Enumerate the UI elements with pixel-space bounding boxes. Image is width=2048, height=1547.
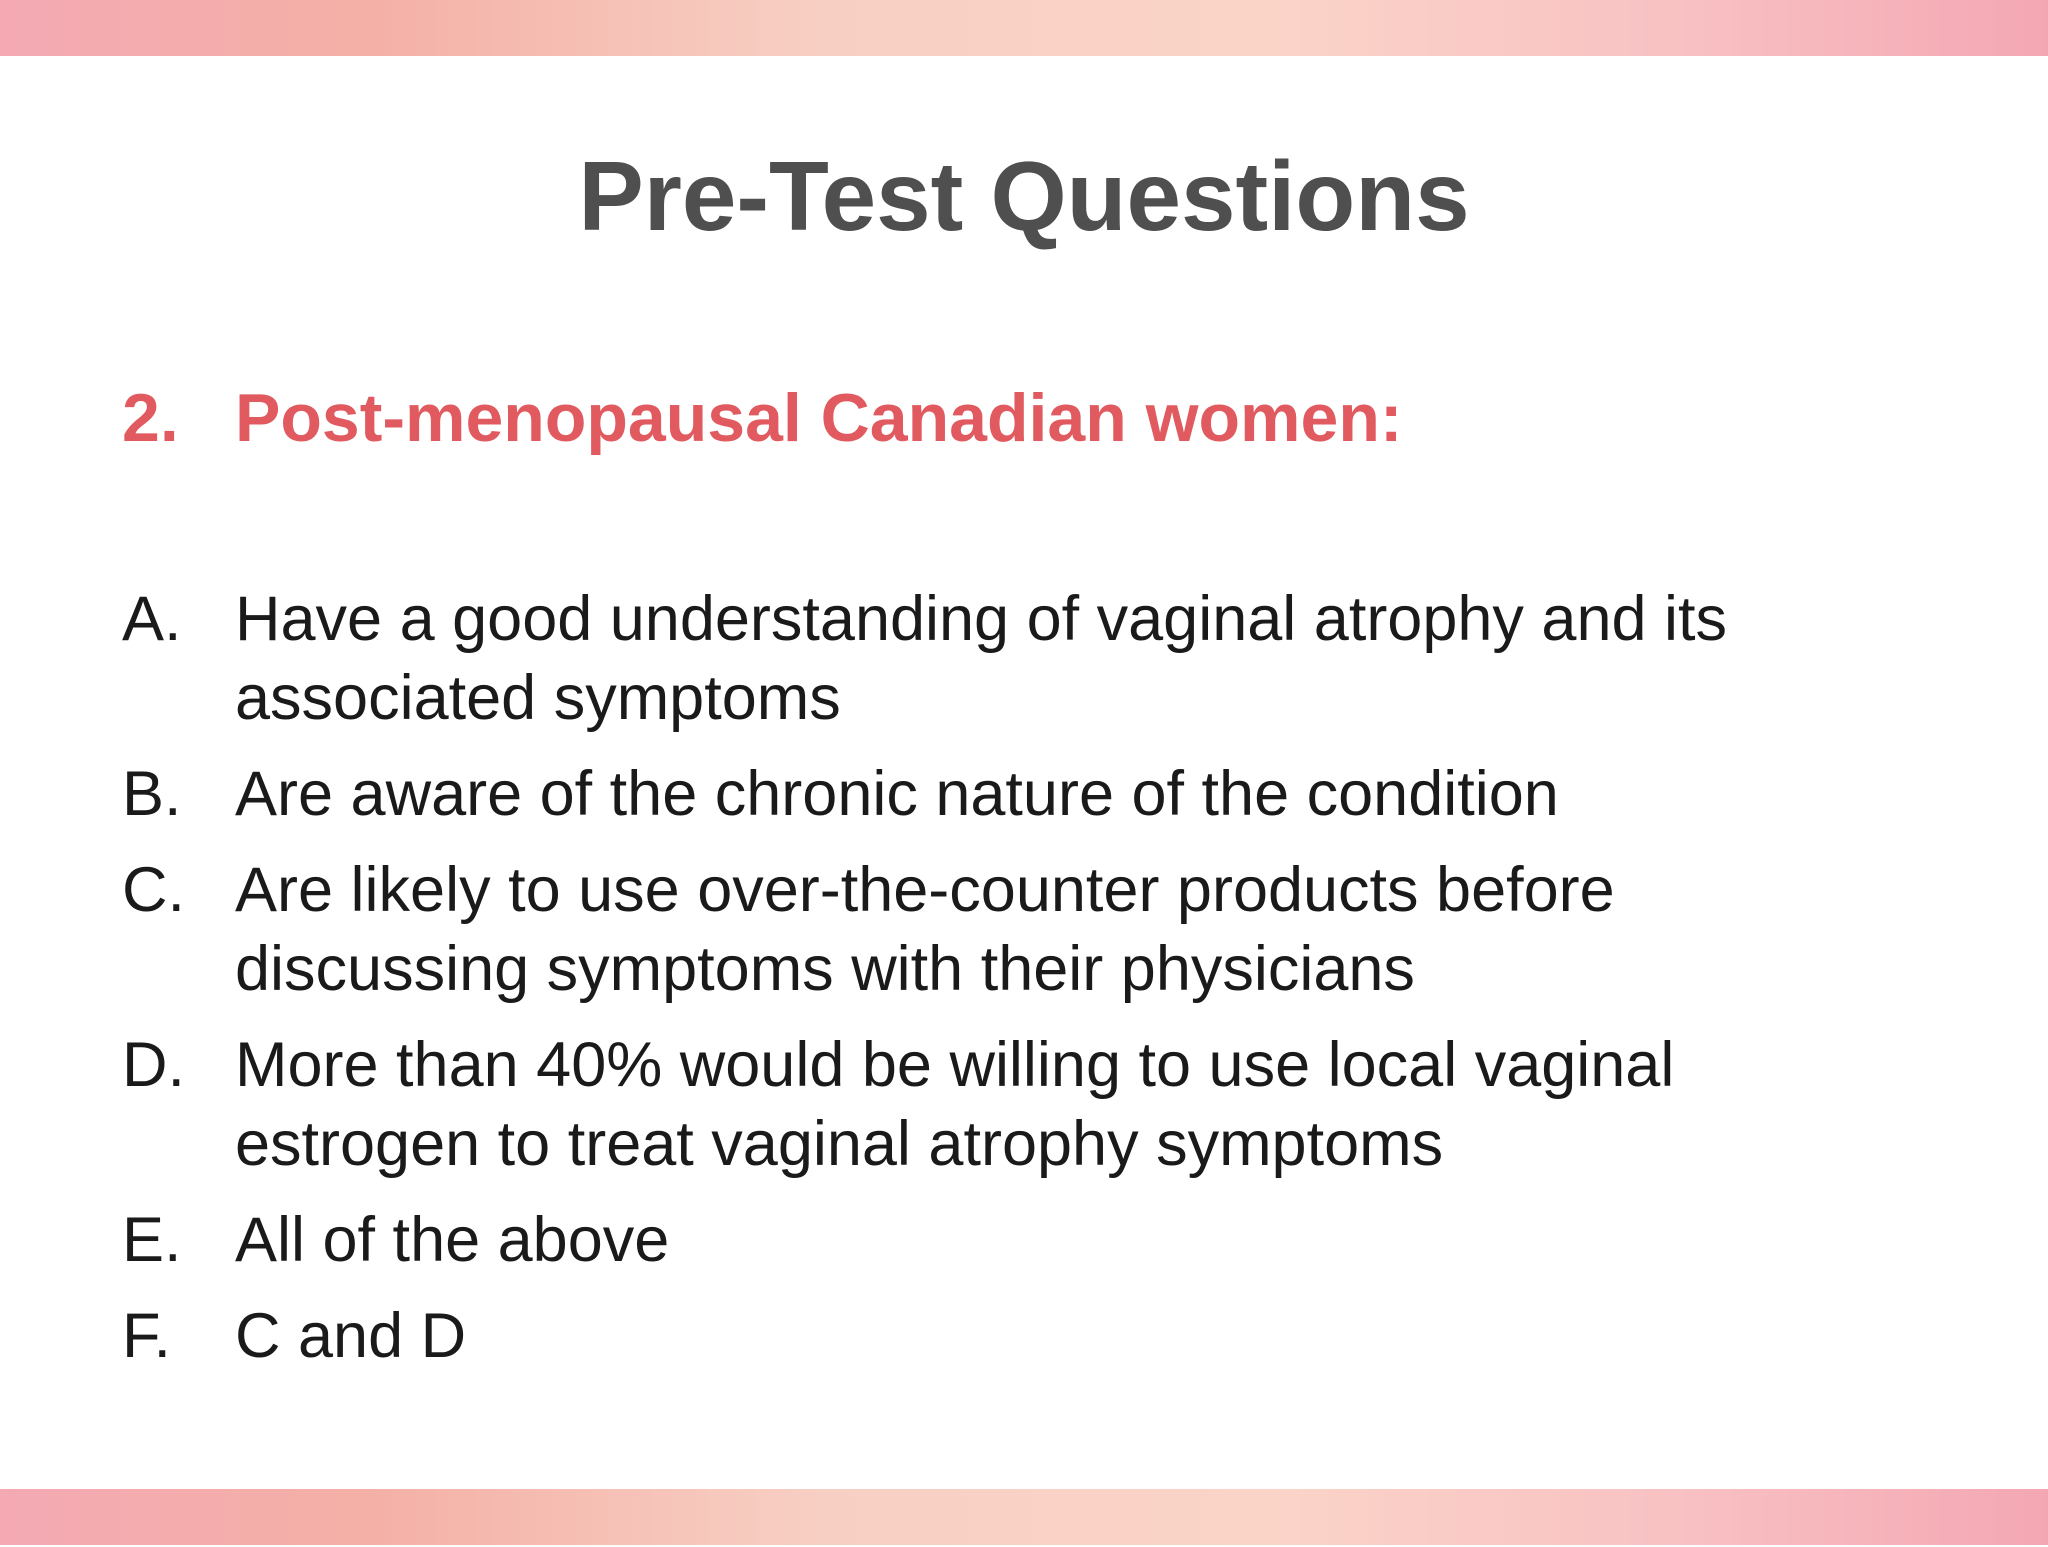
- option-letter: D.: [122, 1030, 185, 1100]
- option-text: Are likely to use over-the-counter products before discussing symptoms with their physicians: [235, 855, 1615, 1004]
- option-letter: C.: [122, 855, 185, 925]
- option-letter: A.: [122, 584, 182, 654]
- answer-option-d: [122, 1026, 1922, 1184]
- question-number: 2.: [122, 380, 179, 456]
- bottom-decorative-band: [0, 1489, 2048, 1545]
- answer-options-list: [122, 580, 1922, 1393]
- option-text: Are aware of the chronic nature of the condition: [235, 759, 1559, 829]
- answer-option-a: [122, 580, 1922, 738]
- option-letter: B.: [122, 759, 182, 829]
- answer-option-b: [122, 755, 1922, 834]
- option-letter: F.: [122, 1301, 172, 1371]
- slide-title: Pre-Test Questions: [578, 141, 1470, 251]
- answer-option-e: [122, 1201, 1922, 1280]
- answer-option-f: [122, 1297, 1922, 1376]
- option-text: Have a good understanding of vaginal atrophy and its associated symptoms: [235, 584, 1728, 733]
- option-text: C and D: [235, 1301, 467, 1371]
- question-heading: [122, 378, 1403, 460]
- option-text: All of the above: [235, 1205, 670, 1275]
- top-decorative-band: [0, 0, 2048, 56]
- option-letter: E.: [122, 1205, 182, 1275]
- option-text: More than 40% would be willing to use local vaginal estrogen to treat vaginal atrophy symptoms: [235, 1030, 1675, 1179]
- answer-option-c: [122, 851, 1922, 1009]
- question-text: Post-menopausal Canadian women:: [235, 380, 1403, 456]
